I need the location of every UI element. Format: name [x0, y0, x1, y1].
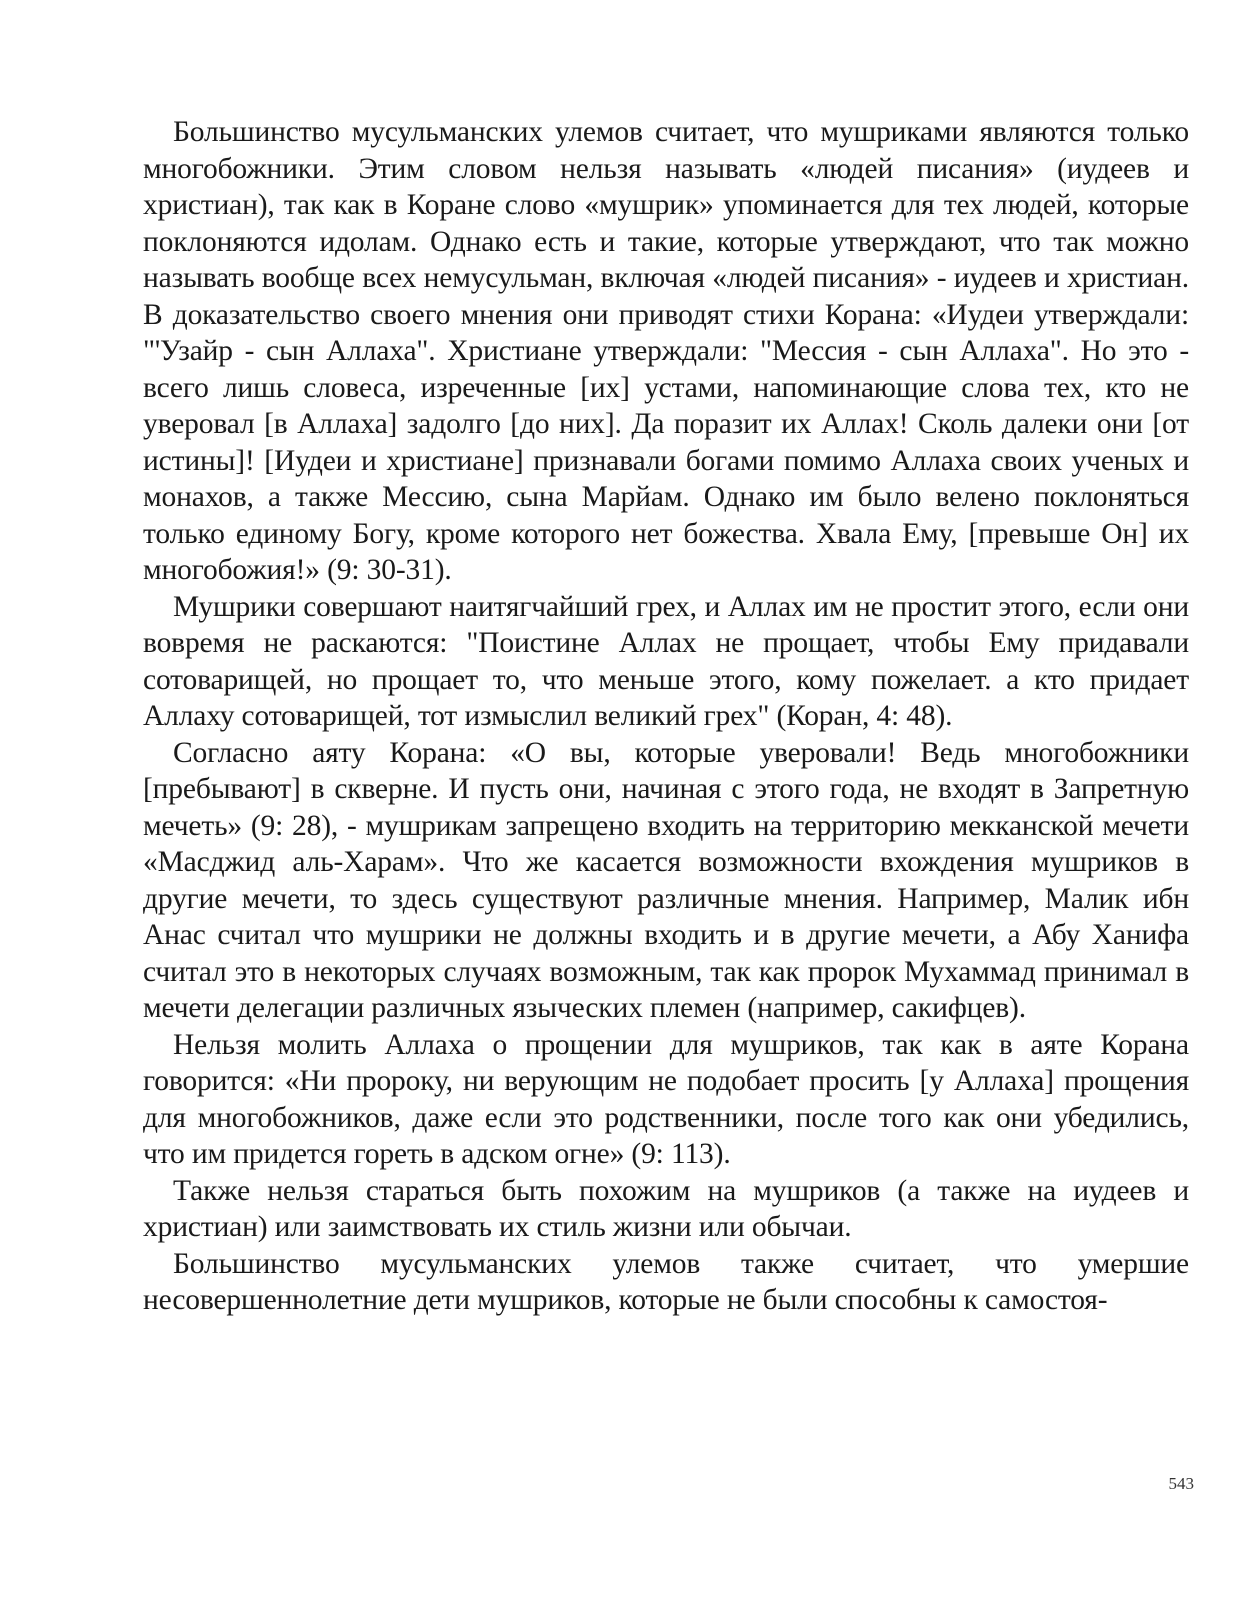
body-text [143, 114, 1189, 1319]
paragraph-1: Большинство мусульманских улемов считает, что мушриками являются только многобожники. Этим словом нельзя называть «людей писания» (иудеев и христиан), так как в Коране слово «мушрик» упоминается для тех людей, которые поклоняются идолам. Однако есть и такие, которые утверждают, что так можно называть вообще всех немусульман, включая «людей писания» - иудеев и христиан. В доказательство своего мнения они приводят стихи Корана: «Иудеи утверждали: "'Узайр - сын Аллаха". Христиане утверждали: "Мессия - сын Аллаха". Но это - всего лишь словеса, изреченные [их] устами, напоминающие слова тех, кто не уверовал [в Аллаха] задолго [до них]. Да поразит их Аллах! Сколь далеки они [от истины]! [Иудеи и христиане] признавали богами помимо Аллаха своих ученых и монахов, а также Мессию, сына Марйам. Однако им было велено поклоняться только единому Богу, кроме которого нет божества. Хвала Ему, [превыше Он] их многобожия!» (9: 30-31). [143, 116, 1189, 586]
page-number: 543 [1168, 1474, 1194, 1493]
paragraph-2: Мушрики совершают наитягчайший грех, и Аллах им не простит этого, если они вовремя не раскаются: "Поистине Аллах не прощает, чтобы Ему придавали сотоварищей, но прощает то, что меньше этого, кому пожелает. а кто придает Аллаху сотоварищей, тот измыслил великий грех" (Коран, 4: 48). [143, 590, 1189, 732]
paragraph-3: Согласно аяту Корана: «О вы, которые уверовали! Ведь многобожники [пребывают] в скверне. И пусть они, начиная с этого года, не входят в Запретную мечеть» (9: 28), - мушрикам запрещено входить на территорию мекканской мечети «Масджид аль-Харам». Что же касается возможности вхождения мушриков в другие мечети, то здесь существуют различные мнения. Например, Малик ибн Анас считал что мушрики не должны входить и в другие мечети, а Абу Ханифа считал это в некоторых случаях возможным, так как пророк Мухаммад принимал в мечети делегации различных языческих племен (например, сакифцев). [143, 736, 1189, 1024]
paragraph-5: Также нельзя стараться быть похожим на мушриков (а также на иудеев и христиан) или заимствовать их стиль жизни или обычаи. [143, 1174, 1189, 1243]
paragraph-4: Нельзя молить Аллаха о прощении для мушриков, так как в аяте Корана говорится: «Ни пророку, ни верующим не подобает просить [у Аллаха] прощения для многобожников, даже если это родственники, после того как они убедились, что им придется гореть в адском огне» (9: 113). [143, 1028, 1189, 1170]
paragraph-6: Большинство мусульманских улемов также считает, что умершие несовершеннолетние дети мушриков, которые не были способны к самостоя- [143, 1247, 1189, 1316]
